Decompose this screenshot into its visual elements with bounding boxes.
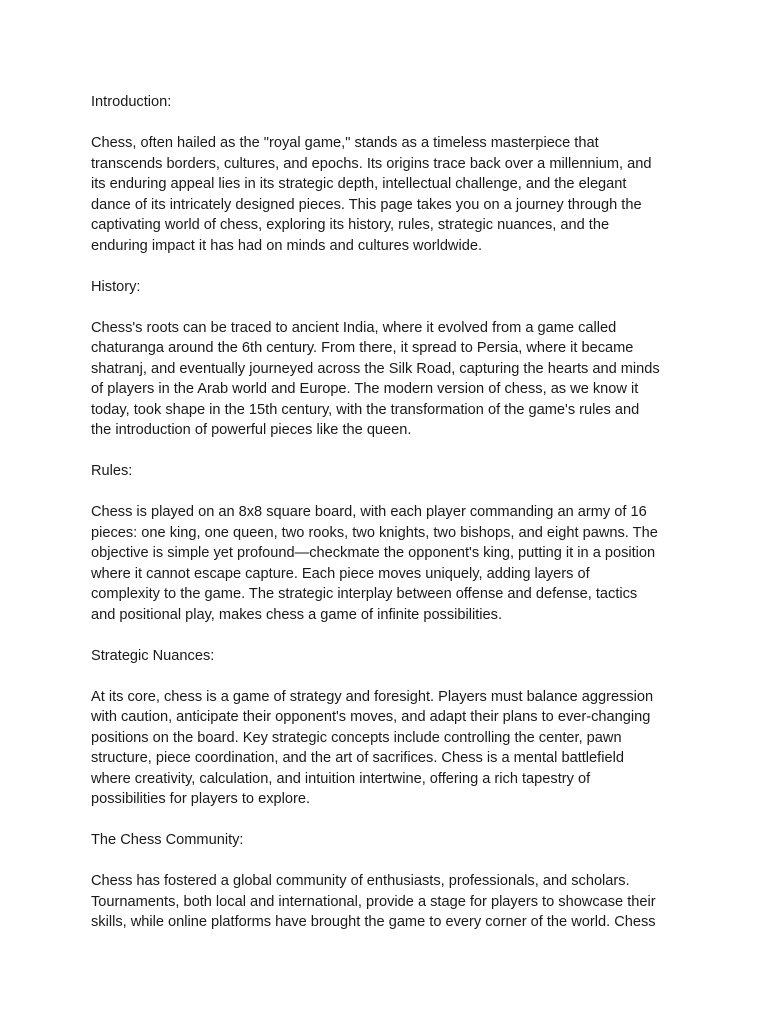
paragraph-line: Chess's roots can be traced to ancient India, where it evolved from a game called <box>91 319 617 336</box>
paragraph-line: where creativity, calculation, and intuition intertwine, offering a rich tapestry of <box>91 770 591 787</box>
paragraph-line: At its core, chess is a game of strategy and foresight. Players must balance aggression <box>91 688 654 705</box>
paragraph-line: and positional play, makes chess a game of infinite possibilities. <box>91 606 503 623</box>
document-body <box>91 92 691 953</box>
section-heading-strategic-nuances: Strategic Nuances: <box>91 647 215 664</box>
paragraph-line: Tournaments, both local and international, provide a stage for players to showcase their <box>91 893 656 910</box>
paragraph-line: structure, piece coordination, and the art of sacrifices. Chess is a mental battlefield <box>91 750 624 766</box>
paragraph-line: positions on the board. Key strategic concepts include controlling the center, pawn <box>91 729 622 746</box>
section-paragraph-strategic-nuances <box>91 687 691 810</box>
section-heading-introduction: Introduction: <box>91 94 172 110</box>
paragraph-line: dance of its intricately designed pieces. This page takes you on a journey through the <box>91 196 642 213</box>
section-paragraph-chess-community <box>91 871 691 933</box>
section-paragraph-history <box>91 318 691 441</box>
section-paragraph-introduction <box>91 133 691 256</box>
paragraph-line: where it cannot escape capture. Each piece moves uniquely, adding layers of <box>91 565 590 582</box>
paragraph-line: Chess is played on an 8x8 square board, with each player commanding an army of 16 <box>91 504 647 520</box>
paragraph-line: enduring impact it has had on minds and cultures worldwide. <box>91 237 483 254</box>
paragraph-line: with caution, anticipate their opponent's moves, and adapt their plans to ever-changing <box>91 709 651 725</box>
paragraph-line: objective is simple yet profound—checkmate the opponent's king, putting it in a position <box>91 545 656 561</box>
paragraph-line: chaturanga around the 6th century. From there, it spread to Persia, where it became <box>91 340 634 356</box>
paragraph-line: skills, while online platforms have brought the game to every corner of the world. Chess <box>91 914 656 930</box>
section-heading-rules: Rules: <box>91 463 133 479</box>
paragraph-line: pieces: one king, one queen, two rooks, two knights, two bishops, and eight pawns. The <box>91 524 658 541</box>
paragraph-line: its enduring appeal lies in its strategic depth, intellectual challenge, and the elegant <box>91 176 627 192</box>
paragraph-line: shatranj, and eventually journeyed across the Silk Road, capturing the hearts and minds <box>91 360 660 377</box>
paragraph-line: Chess, often hailed as the "royal game," stands as a timeless masterpiece that <box>91 135 599 151</box>
paragraph-line: the introduction of powerful pieces like the queen. <box>91 422 412 438</box>
paragraph-line: Chess has fostered a global community of enthusiasts, professionals, and scholars. <box>91 873 630 889</box>
section-heading-history: History: <box>91 278 141 295</box>
paragraph-line: of players in the Arab world and Europe. The modern version of chess, as we know it <box>91 381 639 397</box>
paragraph-line: complexity to the game. The strategic interplay between offense and defense, tactics <box>91 586 638 602</box>
paragraph-line: possibilities for players to explore. <box>91 791 311 807</box>
paragraph-line: captivating world of chess, exploring its history, rules, strategic nuances, and the <box>91 217 610 233</box>
section-heading-chess-community: The Chess Community: <box>91 832 244 848</box>
paragraph-line: today, took shape in the 15th century, with the transformation of the game's rules and <box>91 401 640 418</box>
section-paragraph-rules <box>91 502 691 625</box>
paragraph-line: transcends borders, cultures, and epochs. Its origins trace back over a millennium, and <box>91 155 652 172</box>
